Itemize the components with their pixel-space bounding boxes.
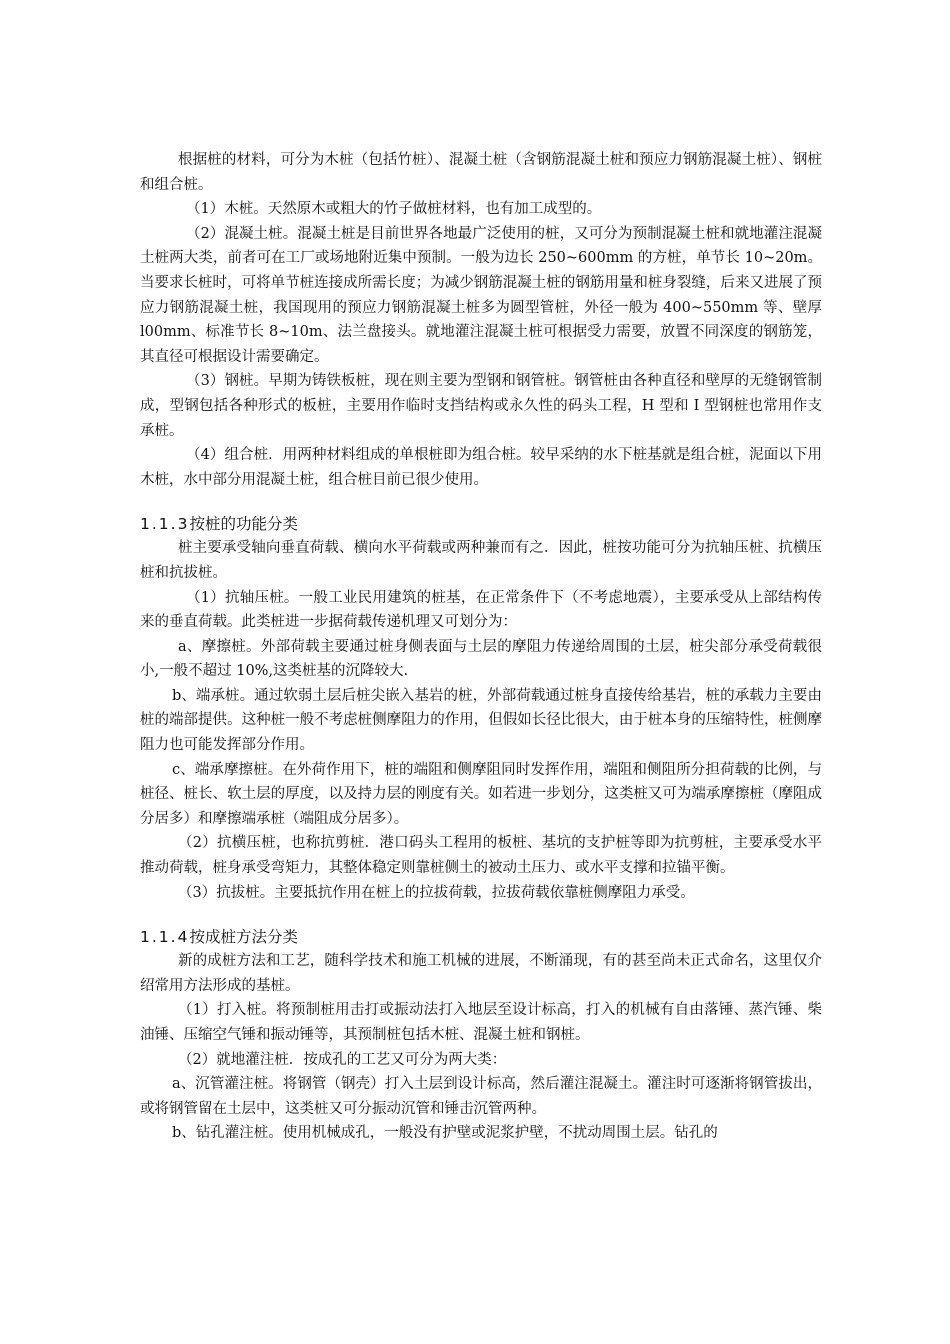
paragraph-steel-pile: （3）钢桩。早期为铸铁板桩，现在则主要为型钢和钢管桩。钢管桩由各种直径和壁厚的无缝钢管制成，型钢包括各种形式的板桩，主要用作临时支挡结构或永久性的码头工程，H 型和 I 型钢桩也常用作支承桩。 bbox=[140, 373, 822, 439]
section-title: 按桩的功能分类 bbox=[189, 515, 298, 534]
paragraph-end-bearing-pile: b、端承桩。通过软弱土层后桩尖嵌入基岩的桩，外部荷载通过桩身直接传给基岩，桩的承载力主要由桩的端部提供。这种桩一般不考虑桩侧摩阻力的作用，但假如长径比很大，由于桩本身的压缩特性，桩侧摩阻力也可能发挥部分作用。 bbox=[140, 687, 822, 754]
section-number: 1.1.4 bbox=[140, 928, 190, 947]
paragraph-friction-pile: a、摩擦桩。外部荷载主要通过桩身侧表面与土层的摩阻力传递给周围的土层，桩尖部分承受荷载很小,一般不超过 10%,这类桩基的沉降较大. bbox=[140, 638, 822, 680]
paragraph-composite-pile: （4）组合桩．用两种材料组成的单根桩即为组合桩。较早采纳的水下桩基就是组合桩，泥面以下用木桩，水中部分用混凝土桩，组合桩目前已很少使用。 bbox=[140, 447, 822, 488]
paragraph-wood-pile: （1）木桩。天然原木或粗大的竹子做桩材料，也有加工成型的。 bbox=[186, 201, 602, 218]
paragraph-material-classification: 根据桩的材料，可分为木桩（包括竹桩）、混凝土桩（含钢筋混凝土桩和预应力钢筋混凝土桩）、钢桩和组合桩。 bbox=[140, 152, 822, 193]
paragraph-concrete-pile: （2）混凝土桩。混凝土桩是目前世界各地最广泛使用的桩，又可分为预制混凝土桩和就地灌注混凝土桩两大类，前者可在工厂或场地附近集中预制。一般为边长 250~600mm 的方桩，单节长 10~20m。当要求长桩时，可将单节桩连接成所需长度；为减少钢筋混凝土桩的钢筋用量和桩身裂缝，后来又进展了预应力钢筋混凝土桩，我国现用的预应力钢筋混凝土桩多为圆型管桩，外径一般为 400~550mm 等、壁厚 l00mm、标准节长 8~10m、法兰盘接头。就地灌注混凝土桩可根据受力需要，放置不同深度的钢筋笼，其直径可根据设计需要确定。 bbox=[140, 225, 822, 365]
section-heading-1-1-3 bbox=[140, 512, 822, 536]
paragraph-end-bearing-friction-pile: c、端承摩擦桩。在外荷作用下，桩的端阻和侧摩阻同时发挥作用，端阻和侧阻所分担荷载的比例，与桩径、桩长、软土层的厚度，以及持力层的刚度有关。如若进一步划分，这类桩又可为端承摩擦桩（摩阻成分居多）和摩擦端承桩（端阻成分居多）。 bbox=[140, 761, 822, 827]
document-page bbox=[140, 148, 822, 1146]
paragraph-lateral-pile: （2）抗横压桩，也称抗剪桩．港口码头工程用的板桩、基坑的支护桩等即为抗剪桩，主要承受水平推动荷载，桩身承受弯矩力，其整体稳定则靠桩侧土的被动土压力、或水平支撑和拉锚平衡。 bbox=[140, 835, 822, 877]
paragraph-cast-in-place-pile: （2）就地灌注桩．按成孔的工艺又可分为两大类： bbox=[178, 1051, 507, 1068]
paragraph-tube-cast-pile: a、沉管灌注桩。将钢管（钢壳）打入土层到设计标高，然后灌注混凝土。灌注时可逐渐将钢管拔出，或将钢管留在土层中，这类桩又可分振动沉管和锤击沉管两种。 bbox=[140, 1076, 822, 1117]
paragraph-uplift-pile: （3）抗拔桩。主要抵抗作用在桩上的拉拔荷载，拉拔荷载依靠桩侧摩阻力承受。 bbox=[178, 884, 695, 901]
section-title: 按成桩方法分类 bbox=[189, 928, 298, 947]
section-heading-1-1-4 bbox=[140, 925, 822, 949]
paragraph-function-intro: 桩主要承受轴向垂直荷载、横向水平荷载或两种兼而有之．因此，桩按功能可分为抗轴压桩、抗横压桩和抗拔桩。 bbox=[140, 540, 822, 581]
paragraph-bored-pile: b、钻孔灌注桩。使用机械成孔，一般没有护壁或泥浆护壁，不扰动周围土层。钻孔的 bbox=[172, 1125, 718, 1142]
paragraph-method-intro: 新的成桩方法和工艺，随科学技术和施工机械的进展，不断涌现，有的甚至尚未正式命名，这里仅介绍常用方法形成的基桩。 bbox=[140, 953, 822, 994]
section-number: 1.1.3 bbox=[140, 515, 190, 534]
paragraph-driven-pile: （1）打入桩。将预制桩用击打或振动法打入地层至设计标高，打入的机械有自由落锤、蒸汽锤、柴油锤、压缩空气锤和振动锤等，其预制桩包括木桩、混凝土桩和钢桩。 bbox=[140, 1002, 822, 1043]
paragraph-axial-compression-pile: （1）抗轴压桩。一般工业民用建筑的桩基，在正常条件下（不考虑地震），主要承受从上部结构传来的垂直荷载。此类桩进一步据荷载传递机理又可划分为： bbox=[140, 589, 822, 631]
